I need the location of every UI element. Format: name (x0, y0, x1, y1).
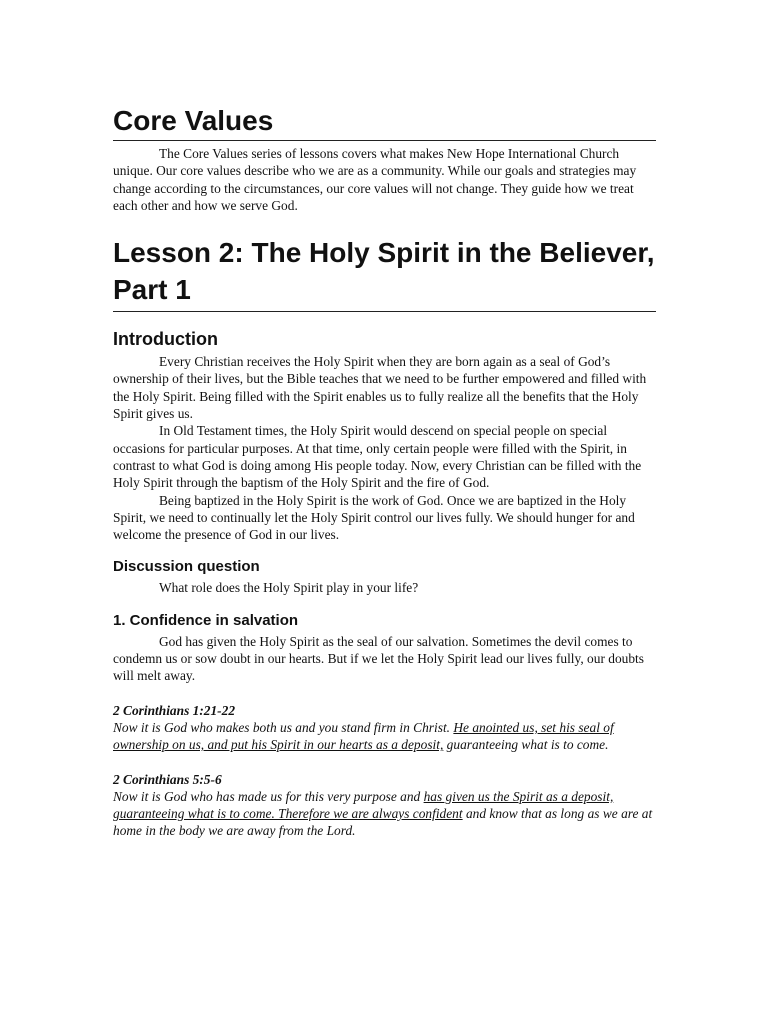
verse-reference-1: 2 Corinthians 1:21-22 (113, 702, 236, 718)
verse-text-2 (113, 788, 656, 840)
discussion-question: What role does the Holy Spirit play in your life? (159, 580, 419, 596)
core-values-intro: The Core Values series of lessons covers what makes New Hope International Church unique. Our core values describe who we are as a community. While our goals and strategies may change according to the circumstances, our core values will not change. They guide how we treat each other and how we serve God. (113, 146, 637, 213)
verse-reference-2: 2 Corinthians 5:5-6 (113, 771, 222, 787)
verse-2-before: Now it is God who has made us for this very purpose and (113, 788, 424, 804)
section-1-paragraph: God has given the Holy Spirit as the seal of our salvation. Sometimes the devil comes to condemn us or sow doubt in our hearts. But if we let the Holy Spirit lead our lives fully, our doubts will melt away. (113, 633, 644, 684)
verse-1-before: Now it is God who makes both us and you stand firm in Christ. (113, 719, 454, 735)
verse-1-underlined: He anointed us, set his seal of ownership on us, and put his Spirit in our hearts as a deposit, (113, 719, 614, 753)
section-1-heading: 1. Confidence in salvation (113, 611, 299, 629)
introduction-paragraph-2: In Old Testament times, the Holy Spirit would descend on special people on special occasions for particular purposes. At that time, only certain people were filled with the Spirit, in contrast to what God is doing among His people today. Now, every Christian can be filled with the Holy Spirit through the baptism of the Holy Spirit and the fire of God. (113, 423, 642, 491)
verse-1-after: guaranteeing what is to come. (443, 737, 609, 753)
discussion-heading: Discussion question (113, 558, 260, 576)
lesson-title: Lesson 2: The Holy Spirit in the Believer, Part 1 (113, 234, 656, 312)
introduction-paragraph-1: Every Christian receives the Holy Spirit when they are born again as a seal of God’s ownership of their lives, but the Bible teaches that we need to be further empowered and filled with the Holy Spirit. Being filled with the Spirit enables us to fully realize all the benefits that the Holy Spirit gives us. (113, 354, 647, 422)
verse-text-1 (113, 719, 656, 754)
introduction-paragraph-3: Being baptized in the Holy Spirit is the work of God. Once we are baptized in the Holy Spirit, we need to continually let the Holy Spirit control our lives fully. We should hunger for and welcome the presence of God in our lives. (113, 492, 635, 543)
document-content (113, 104, 656, 840)
introduction-heading: Introduction (113, 329, 218, 350)
verse-2-underlined: has given us the Spirit as a deposit, guaranteeing what is to come. Therefore we are always confident (113, 788, 614, 822)
core-values-title: Core Values (113, 104, 656, 141)
verse-2-after: and know that as long as we are at home in the body we are away from the Lord. (113, 806, 653, 839)
